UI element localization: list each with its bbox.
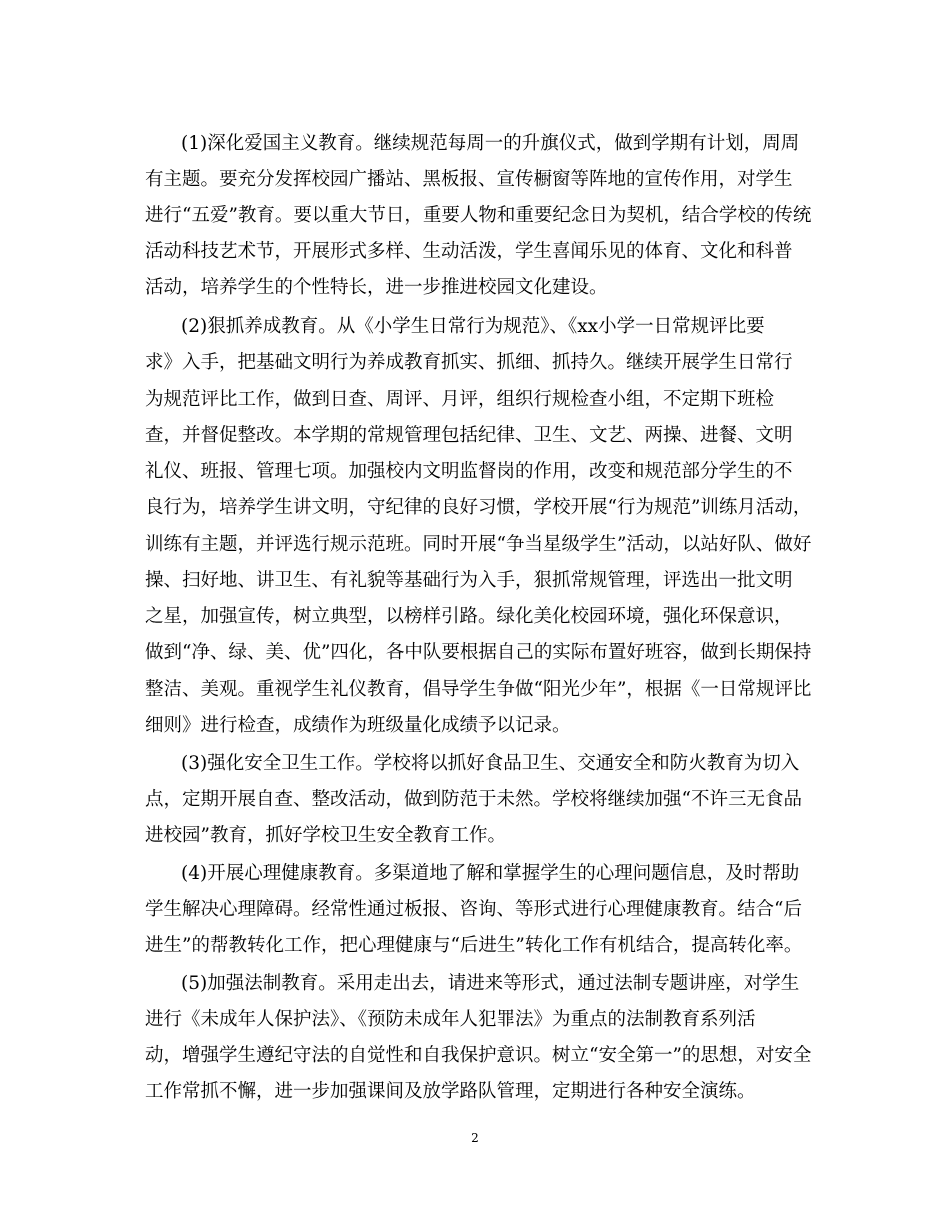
paragraph-2-line-2: 求》入手，把基础文明行为养成教育抓实、抓细、抓持久。继续开展学生日常行 [145, 352, 793, 373]
paragraph-4-line-3: 进生”的帮教转化工作，把心理健康与“后进生”转化工作有机结合，提高转化率。 [145, 935, 803, 956]
paragraph-5-line-1: (5)加强法制教育。采用走出去，请进来等形式，通过法制专题讲座，对学生 [181, 973, 800, 994]
paragraph-5-line-4: 工作常抓不懈，进一步加强课间及放学路队管理，定期进行各种安全演练。 [145, 1081, 756, 1102]
paragraph-2-line-4: 查，并督促整改。本学期的常规管理包括纪律、卫生、文艺、两操、进餐、文明 [145, 425, 793, 446]
paragraph-1-line-3: 进行“五爱”教育。要以重大节日，重要人物和重要纪念日为契机，结合学校的传统 [145, 205, 812, 226]
paragraph-2-line-10: 做到“净、绿、美、优”四化，各中队要根据自己的实际布置好班容，做到长期保持 [145, 642, 812, 663]
page-number: 2 [471, 1131, 479, 1145]
paragraph-2-line-7: 训练有主题，并评选行规示范班。同时开展“争当星级学生”活动，以站好队、做好 [145, 534, 812, 555]
paragraph-2-line-11: 整洁、美观。重视学生礼仪教育，倡导学生争做“阳光少年”，根据《一日常规评比 [145, 679, 812, 700]
paragraph-1-line-4: 活动科技艺术节，开展形式多样、生动活泼，学生喜闻乐见的体育、文化和科普 [145, 241, 793, 262]
paragraph-5-line-2: 进行《未成年人保护法》、《预防未成年人犯罪法》为重点的法制教育系列活 [145, 1009, 756, 1030]
paragraph-3-line-3: 进校园”教育，抓好学校卫生安全教育工作。 [145, 825, 506, 846]
paragraph-2-line-1: (2)狠抓养成教育。从《小学生日常行为规范》、《xx小学一日常规评比要 [181, 316, 765, 337]
paragraph-5-line-3: 动，增强学生遵纪守法的自觉性和自我保护意识。树立“安全第一”的思想，对安全 [145, 1045, 812, 1066]
paragraph-3-line-2: 点，定期开展自查、整改活动，做到防范于未然。学校将继续加强“不许三无食品 [145, 789, 802, 810]
paragraph-1-line-1: (1)深化爱国主义教育。继续规范每周一的升旗仪式，做到学期有计划，周周 [181, 133, 800, 154]
paragraph-1-line-5: 活动，培养学生的个性特长，进一步推进校园文化建设。 [145, 277, 608, 298]
paragraph-2-line-6: 良行为，培养学生讲文明，守纪律的良好习惯，学校开展“行为规范”训练月活动， [145, 497, 812, 518]
paragraph-2-line-12: 细则》进行检查，成绩作为班级量化成绩予以记录。 [145, 715, 571, 736]
paragraph-3-line-1: (3)强化安全卫生工作。学校将以抓好食品卫生、交通安全和防火教育为切入 [181, 753, 800, 774]
paragraph-2-line-5: 礼仪、班报、管理七项。加强校内文明监督岗的作用，改变和规范部分学生的不 [145, 461, 793, 482]
paragraph-2-line-3: 为规范评比工作，做到日查、周评、月评，组织行规检查小组，不定期下班检 [145, 389, 775, 410]
paragraph-4-line-2: 学生解决心理障碍。经常性通过板报、咨询、等形式进行心理健康教育。结合“后 [145, 899, 802, 920]
paragraph-2-line-9: 之星，加强宣传，树立典型，以榜样引路。绿化美化校园环境，强化环保意识， [145, 606, 793, 627]
paragraph-1-line-2: 有主题。要充分发挥校园广播站、黑板报、宣传橱窗等阵地的宣传作用，对学生 [145, 169, 793, 190]
paragraph-4-line-1: (4)开展心理健康教育。多渠道地了解和掌握学生的心理问题信息，及时帮助 [181, 863, 800, 884]
paragraph-2-line-8: 操、扫好地、讲卫生、有礼貌等基础行为入手，狠抓常规管理，评选出一批文明 [145, 570, 793, 591]
